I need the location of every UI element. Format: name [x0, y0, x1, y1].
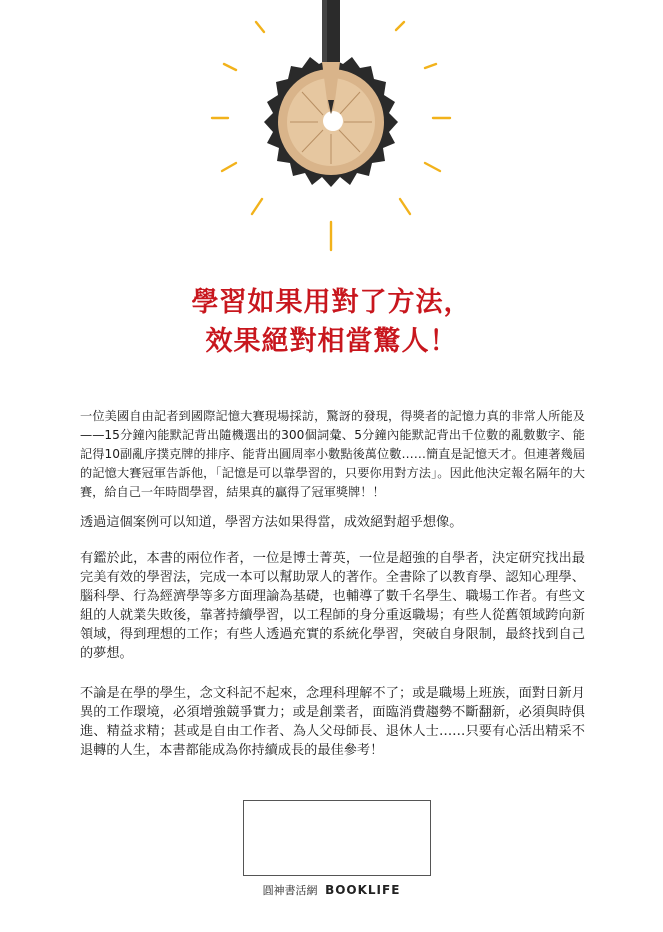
headline-line-1: 學習如果用對了方法，	[191, 287, 472, 318]
publisher-footer	[0, 882, 663, 898]
barcode-box	[243, 800, 431, 876]
ray	[396, 22, 404, 30]
paragraph-4: 不論是在學的學生，念文科記不起來，念理科理解不了；或是職場上班族，面對日新月異的工作環境，必須增強競爭實力；或是創業者，面臨消費趨勢不斷翻新，必須與時俱進、精益求精；甚或是自由工作者、為人父母師長、退休人士……只要有心活出精采不退轉的人生，本書都能成為你持續成長的最佳參考！	[80, 686, 585, 758]
pencil-illustration	[0, 0, 663, 260]
paragraph-1: 一位美國自由記者到國際記憶大賽現場採訪，驚訝的發現，得獎者的記憶力真的非常人所能及——15分鐘內能默記背出隨機選出的300個詞彙、5分鐘內能默記背出千位數的亂數數字、能記得10副亂序撲克牌的排序、能背出圓周率小數點後萬位數……簡直是記憶天才。但連著幾屆的記憶大賽冠軍告訴他，「記憶是可以靠學習的，只要你用對方法」。因此他決定報名隔年的大賽，給自己一年時間學習，結果真的贏得了冠軍獎牌！！	[80, 409, 585, 499]
pencil-highlight	[322, 0, 327, 62]
ray	[425, 163, 440, 171]
ray	[252, 199, 262, 214]
ray	[222, 163, 236, 171]
publisher-brand: BOOKLIFE	[325, 883, 401, 897]
paragraph-3: 有鑑於此，本書的兩位作者，一位是博士菁英，一位是超強的自學者，決定研究找出最完美有效的學習法，完成一本可以幫助眾人的著作。全書除了以教育學、認知心理學、腦科學、行為經濟學等多方面理論為基礎，也輔導了數千名學生、職場工作者。有些文組的人就業失敗後，靠著持續學習，以工程師的身分重返職場；有些人從舊領域跨向新領域，得到理想的工作；有些人透過充實的系統化學習，突破自身限制，最終找到自己的夢想。	[80, 551, 585, 661]
paragraph-2: 透過這個案例可以知道，學習方法如果得當，成效絕對超乎想像。	[80, 515, 463, 530]
shaving-center	[323, 111, 343, 131]
headline-line-2: 效果絕對相當驚人！	[205, 326, 458, 357]
ray	[224, 64, 236, 70]
publisher-name: 圓神書活網	[262, 884, 318, 897]
ray	[425, 64, 436, 68]
ray	[256, 22, 264, 32]
ray	[400, 199, 410, 214]
